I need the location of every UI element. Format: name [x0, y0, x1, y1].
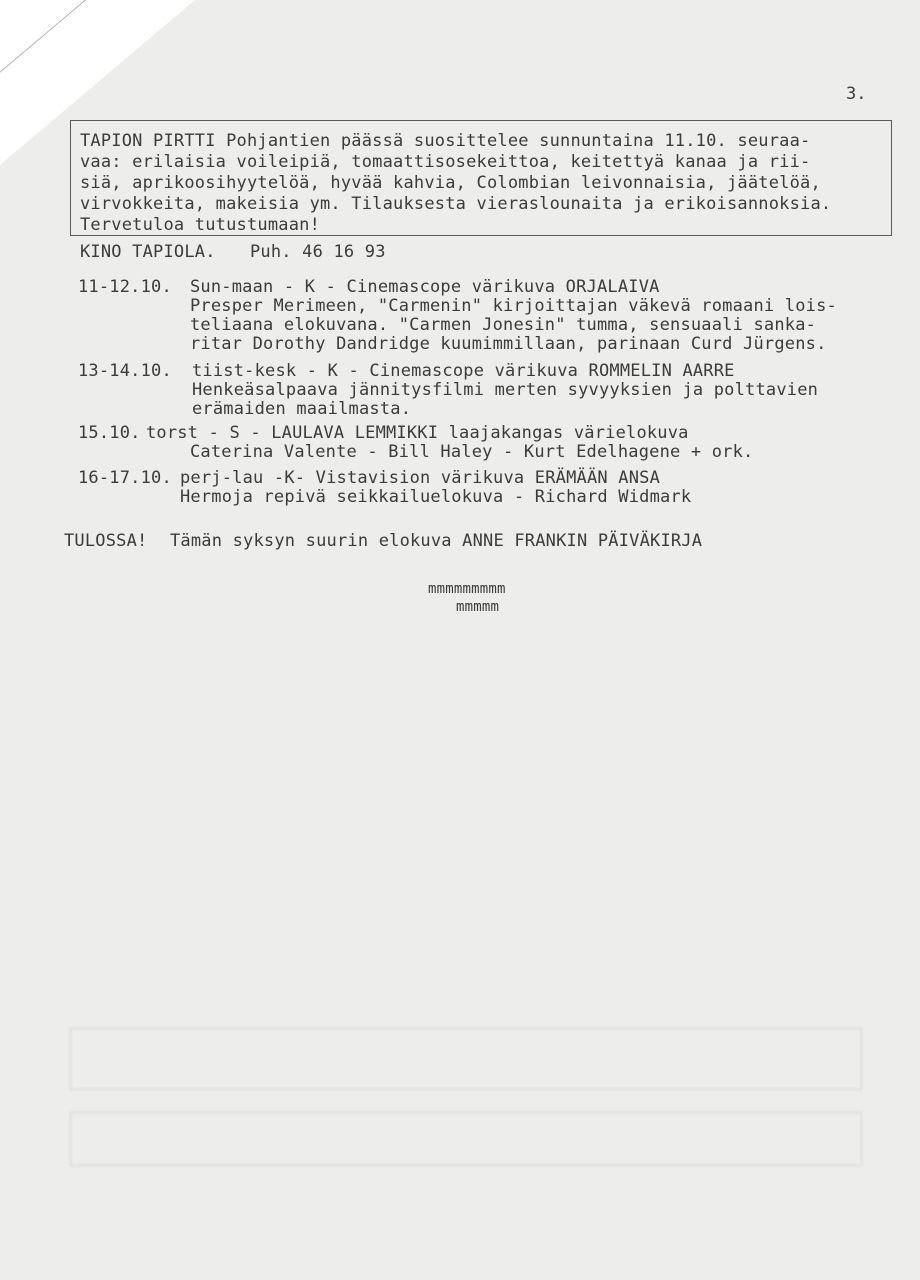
screening-date: 15.10.	[78, 423, 141, 443]
screening-line: Caterina Valente - Bill Haley - Kurt Edelhagene + ork.	[190, 442, 754, 462]
notice-line: siä, aprikoosihyytelöä, hyvää kahvia, Colombian leivonnaisia, jäätelöä,	[80, 173, 821, 193]
screening-line: Sun-maan - K - Cinemascope värikuva ORJALAIVA	[190, 277, 660, 297]
notice-line: Tervetuloa tutustumaan!	[80, 215, 321, 235]
notice-line: vaa: erilaisia voileipiä, tomaattisosekeittoa, keitettyä kanaa ja rii-	[80, 152, 811, 172]
screening-line: tiist-kesk - K - Cinemascope värikuva ROMMELIN AARRE	[192, 361, 735, 381]
cinema-phone: Puh. 46 16 93	[250, 242, 386, 262]
screening-line: teliaana elokuvana. "Carmen Jonesin" tumma, sensuaali sanka-	[190, 315, 817, 335]
screening-line: Henkeäsalpaava jännitysfilmi merten syvyyksien ja polttavien	[192, 380, 819, 400]
screening-date: 11-12.10.	[78, 277, 172, 297]
separator-line: mmmmmmmmm	[428, 581, 506, 597]
screening-date: 16-17.10.	[78, 468, 172, 488]
bleed-through-box	[70, 1112, 862, 1166]
screening-line: Presper Merimeen, "Carmenin" kirjoittajan väkevä romaani lois-	[190, 296, 837, 316]
coming-text: Tämän syksyn suurin elokuva ANNE FRANKIN PÄIVÄKIRJA	[170, 531, 703, 551]
screening-line: torst - S - LAULAVA LEMMIKKI laajakangas värielokuva	[146, 423, 689, 443]
notice-line: TAPION PIRTTI Pohjantien päässä suosittelee sunnuntaina 11.10. seuraa-	[80, 131, 811, 151]
notice-line: virvokkeita, makeisia ym. Tilauksesta vieraslounaita ja erikoisannoksia.	[80, 194, 832, 214]
screening-line: perj-lau -K- Vistavision värikuva ERÄMÄÄN ANSA	[180, 468, 661, 488]
page-number: 3.	[846, 84, 867, 104]
screening-line: erämaiden maailmasta.	[192, 399, 412, 419]
coming-label: TULOSSA!	[64, 531, 148, 551]
screening-line: ritar Dorothy Dandridge kuumimmillaan, parinaan Curd Jürgens.	[190, 334, 827, 354]
cinema-heading: KINO TAPIOLA.	[80, 242, 216, 262]
separator-line: mmmmm	[456, 599, 500, 615]
screening-date: 13-14.10.	[78, 361, 172, 381]
screening-line: Hermoja repivä seikkailuelokuva - Richard Widmark	[180, 487, 692, 507]
bleed-through-box	[70, 1028, 862, 1090]
